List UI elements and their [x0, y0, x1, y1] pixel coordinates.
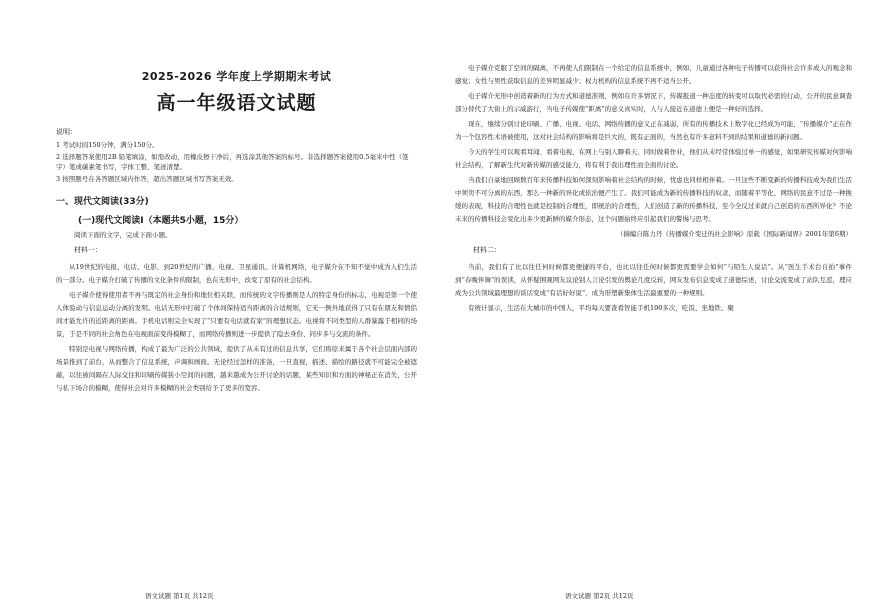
subsection-heading: (一)现代文阅读I（本题共5小题，15分）	[78, 216, 244, 226]
source-citation: （摘编自陈力丹《传播媒介变迁的社会影响》原载《国际新闻界》2001年第6期）	[616, 230, 852, 238]
paragraph: 有统计显示，生活在大城市的中国人，平均每天要查看智能手机100多次，吃饭、坐地铁、聚	[468, 304, 734, 312]
right-page	[435, 0, 870, 614]
note-item: 3 按照题号在各答题区域内作答，超出答题区域书写答案无效。	[56, 175, 238, 183]
note-item: 1 考试时间150分钟，满分150分。	[56, 141, 159, 149]
instruction: 阅读下面的文字，完成下面小题。	[74, 231, 172, 239]
paragraph: 电子媒介使得使用者不再与既定的社会身份和地位相关联，而传统的文字传播则是人的特定身份的标志，电视是第一个使人体验动与信息运动分离的发明。电话无形中打破了个体间保持适当距离的合适规则，它无一例外地获得了只有在朋友和情侣间才能允许的近距离的距离。手机电话则完全实现了“只要有电话就有家”的理想状态。电视将不同类型的人群暴露于相同的场景，于是不同的社会角色在电视面前变得模糊了，而网络传播则进一步提供了隐去身份、同步多与交流的条件。	[56, 291, 417, 338]
exam-title: 2025-2026 学年度上学期期末考试	[141, 70, 332, 83]
paragraph: 从19世纪的电报、电话、电影，到20世纪的广播、电视、卫星通讯、计算机网络，电子媒介在不知不觉中成为人们生活的一部分。电子媒介打破了传播的文化条件的限制，也在无形中，改变了原有的社会结构。	[56, 263, 417, 284]
paragraph: 电子媒介克服了空间的隔离，不再使人们限制在一个给定的信息系统中，例如，儿童通过各种电子传播可以获得社会许多成人的观念和感觉；女性与男性获取信息的差异明显减少；权力机构的信息系统不再不适当公开。	[455, 64, 852, 85]
paragraph: 电子媒介无形中创造着新的行为方式和道德准则，例如在许多情况下，传媒报道一种态度的转变可以取代必需的行动，公开的民意调查部分替代了大街上的示威游行，当电子传媒使“距离”的意义真实时，人与人接近在道德上便是一种好的选择。	[455, 92, 852, 113]
material-label: 材料二：	[473, 246, 501, 254]
material-label: 材料一：	[74, 246, 102, 254]
paragraph: 今天的学生可以观看耳闻、看着电视、在网上与别人聊着天，同时做着作业，他们从未经常体验过单一的感觉，如果研究传媒对何影响社会结构，了解新生代对新传媒的感受能力，将有利于我出理性而全面的讨论。	[455, 148, 852, 169]
paragraph: 现在，继续分别讨论印刷、广播、电视、电话、网络传播的意义正在减弱，所有的传播技术上数字化已经成为可能，“传播媒介”正在作为一个包容性术语被使用，这对社会结构的影响将是巨大的，既有正面的，当然也有许多意料不到的结果和道德的新问题。	[455, 120, 852, 141]
paragraph: 当前，我们有了比以往任何时候都更便捷的平台，也比以往任何时候都更需要学会如何“与陌生人说话”。从“医生手术台自拍”事件到“春晚伴舞”的误读，从怀疑围观网友议论别人言论引发的舆论几度反转，网友发布信息变成了道德综述，讨论交流变成了站队互怼，理应成为公共领域最理想的谈话变成“有话好好说”，成为形塑新集体生活最重要的一种规则。	[455, 263, 852, 297]
page-footer: 语文试题 第1页 共12页	[145, 592, 214, 600]
paragraph: 特别是电视与网络传播，构成了最为广泛的公共领域，提供了从未有过的信息共享，它们将原来属于各个社会层面内部的场景推到了前台，从而整合了信息系统，声调和画面。无论经过怎样的准备，一旦直视，描述、描绘的路径就不可能完全被遮蔽，以往被间隔在人际交往和印刷传媒狭小空间的问题，越来越成为公开讨论的话题，某些知识和方面的神秘正在消失，公开与私下场合的模糊，使得社会对许多模糊的社会类别给予了更多的宽容。	[56, 345, 417, 392]
section-heading: 一、现代文阅读(33分)	[56, 197, 149, 207]
paragraph: 当我们自豪地回顾数百年来传播科技如何深刻影响着社会结构的时候，忧虑也同样相伴着。一旦这些不断变新的传播科技成为我们生活中须臾不可分离的东西，那么一种新的异化或依治便产生了。我们可能成为新的传播科技的奴隶，而随着平等化，网络的民意不过是一种换缓的表现，科技的合理性也就是控制的合理性，即统治的合理性，人们创造了新的传播科技，至今全反过来就自己创造的东西所异化？不论未来的传播科技会变化出多少更新鲜的媒介形态，这个问题始终应引起我们的警惕与思考。	[455, 176, 852, 223]
subject-title: 高一年级语文试题	[156, 92, 317, 114]
page-footer: 语文试题 第2页 共12页	[565, 592, 634, 600]
note-item: 2 选择题答案使用2B 铅笔填涂，如需改动，用橡皮擦干净后，再选涂其他答案的标号。非选择题答案使用0.5毫米中性（签字）笔或碳素笔书写，字体工整、笔迹清楚。	[56, 153, 409, 171]
notes-heading: 说明：	[56, 128, 77, 136]
